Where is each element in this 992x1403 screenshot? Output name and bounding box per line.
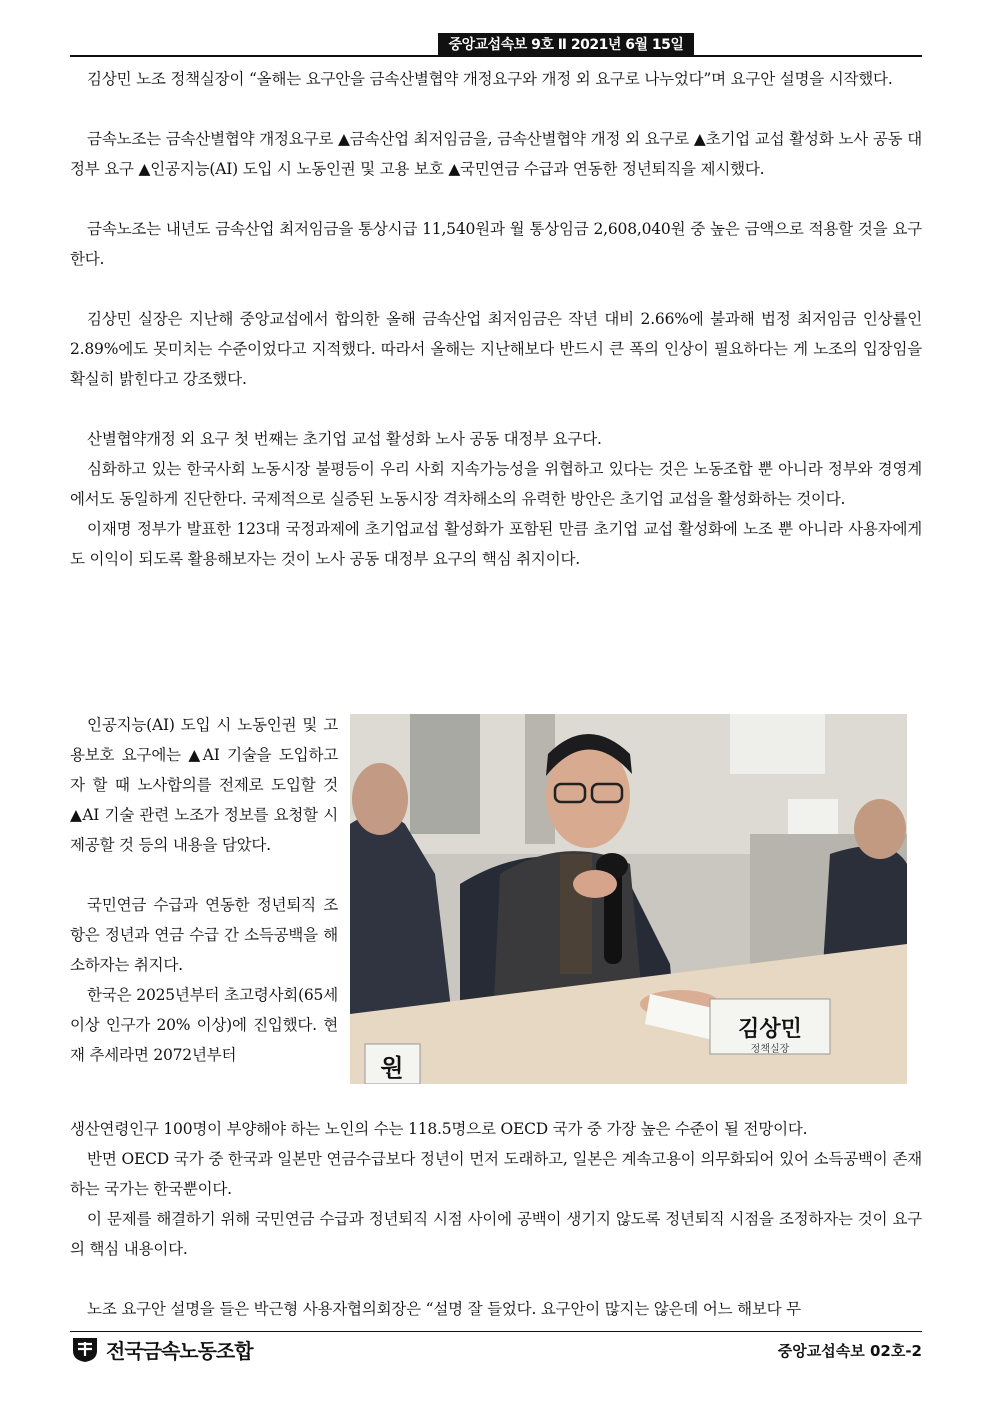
paragraph: 국민연금 수급과 연동한 정년퇴직 조항은 정년과 연금 수급 간 소득공백을 해소하자는 취지다. (70, 896, 338, 974)
paragraph: 이재명 정부가 발표한 123대 국정과제에 초기업교섭 활성화가 포함된 만큼 초기업 교섭 활성화에 노조 뿐 아니라 사용자에게도 이익이 되도록 활용해보자는 것이 노사 공동 대정부 요구의 핵심 취지이다. (70, 520, 922, 568)
union-logo-text: 전국금속노동조합 (106, 1338, 253, 1363)
paragraph: 이 문제를 해결하기 위해 국민연금 수급과 정년퇴직 시점 사이에 공백이 생기지 않도록 정년퇴직 시점을 조정하자는 것이 요구의 핵심 내용이다. (70, 1210, 922, 1258)
article-body-bottom (70, 1114, 922, 1324)
name-card-name: 김상민 (738, 1017, 802, 1042)
paragraph: 김상민 실장은 지난해 중앙교섭에서 합의한 올해 금속산업 최저임금은 작년 대비 2.66%에 불과해 법정 최저임금 인상률인 2.89%에도 못미치는 수준이었다고 지적했다. 따라서 올해는 지난해보다 반드시 큰 폭의 인상이 필요하다는 게 노조의 입장임을 확실히 밝힌다고 강조했다. (70, 310, 922, 388)
paragraph: 노조 요구안 설명을 들은 박근형 사용자협의회장은 “설명 잘 들었다. 요구안이 많지는 않은데 어느 해보다 무 (87, 1300, 801, 1318)
article-body-top (70, 64, 922, 574)
header-bar (70, 33, 922, 57)
partial-name-card: 원 (380, 1054, 404, 1082)
article-left-column (70, 710, 338, 1070)
meeting-photo (350, 714, 907, 1084)
name-card-title: 정책실장 (750, 1044, 790, 1055)
paragraph: 심화하고 있는 한국사회 노동시장 불평등이 우리 사회 지속가능성을 위협하고 있다는 것은 노동조합 뿐 아니라 정부와 경영계에서도 동일하게 진단한다. 국제적으로 실증된 노동시장 격차해소의 유력한 방안은 초기업 교섭을 활성화하는 것이다. (70, 460, 922, 508)
union-emblem-icon (70, 1335, 100, 1363)
paragraph: 김상민 노조 정책실장이 “올해는 요구안을 금속산별협약 개정요구와 개정 외 요구로 나누었다”며 요구안 설명을 시작했다. (87, 70, 893, 88)
paragraph: 산별협약개정 외 요구 첫 번째는 초기업 교섭 활성화 노사 공동 대정부 요구다. (87, 430, 602, 448)
paragraph: 금속노조는 금속산별협약 개정요구로 ▲금속산업 최저임금을, 금속산별협약 개정 외 요구로 ▲초기업 교섭 활성화 노사 공동 대정부 요구 ▲인공지능(AI) 도입 시 노동인권 및 고용 보호 ▲국민연금 수급과 연동한 정년퇴직을 제시했다. (70, 130, 922, 178)
issue-label: 중앙교섭속보 9호 Ⅱ 2021년 6월 15일 (438, 33, 694, 57)
page-number: 중앙교섭속보 02호-2 (777, 1342, 922, 1360)
paragraph: 인공지능(AI) 도입 시 노동인권 및 고용보호 요구에는 ▲AI 기술을 도입하고자 할 때 노사합의를 전제로 도입할 것 ▲AI 기술 관련 노조가 정보를 요청할 시 제공할 것 등의 내용을 담았다. (70, 716, 338, 854)
paragraph: 반면 OECD 국가 중 한국과 일본만 연금수급보다 정년이 먼저 도래하고, 일본은 계속고용이 의무화되어 있어 소득공백이 존재하는 국가는 한국뿐이다. (70, 1150, 922, 1198)
union-logo (70, 1334, 253, 1364)
footer-rule (70, 1331, 922, 1332)
paragraph: 한국은 2025년부터 초고령사회(65세 이상 인구가 20% 이상)에 진입했다. 현재 추세라면 2072년부터 (70, 986, 338, 1064)
paragraph: 금속노조는 내년도 금속산업 최저임금을 통상시급 11,540원과 월 통상임금 2,608,040원 중 높은 금액으로 적용할 것을 요구한다. (70, 220, 922, 268)
paragraph: 생산연령인구 100명이 부양해야 하는 노인의 수는 118.5명으로 OECD 국가 중 가장 높은 수준이 될 전망이다. (70, 1120, 808, 1138)
